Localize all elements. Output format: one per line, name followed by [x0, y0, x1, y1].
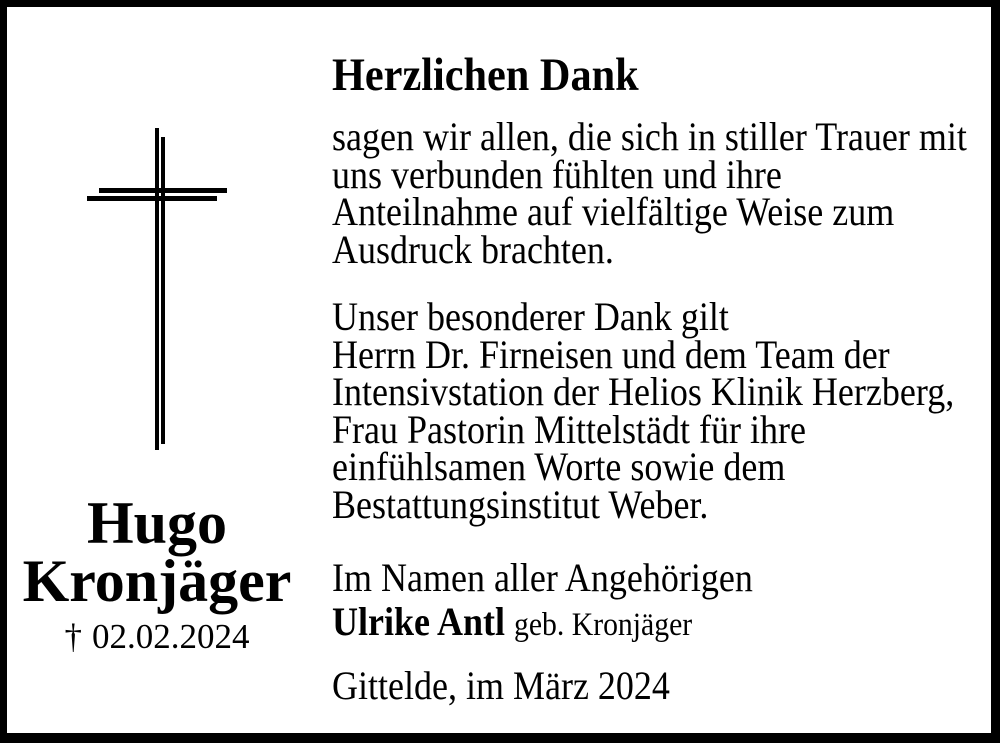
deceased-last-name: Kronjäger: [22, 548, 292, 614]
signature-suffix: geb. Kronjäger: [514, 607, 693, 643]
text-line: Anteilnahme auf vielfältige Weise zum: [332, 189, 895, 234]
text-line: Herrn Dr. Firneisen und dem Team der: [332, 331, 890, 377]
signature-name: Ulrike Antl: [332, 599, 506, 644]
death-date: [7, 619, 307, 654]
text-line: Bestattungsinstitut Weber.: [332, 481, 709, 527]
latin-cross-icon: [80, 120, 235, 455]
dagger-icon: †: [64, 617, 82, 656]
text-line: uns verbunden fühlten und ihre: [332, 151, 782, 197]
notice-body: [332, 7, 1000, 733]
notice-heading: Herzlichen Dank: [332, 49, 639, 101]
special-thanks-paragraph: [332, 294, 955, 527]
text-line: Intensivstation der Helios Klinik Herzberg,: [332, 369, 955, 414]
place-date-line: Gittelde, im März 2024: [332, 663, 670, 708]
deceased-first-name: Hugo: [86, 490, 228, 556]
closing-block: [332, 555, 753, 646]
thanks-paragraph: [332, 114, 967, 272]
text-line: sagen wir allen, die sich in stiller Trauer mit: [332, 114, 967, 159]
text-line: einfühlsamen Worte sowie dem: [332, 444, 786, 489]
text-line: Ausdruck brachten.: [332, 226, 614, 272]
text-line: Unser besonderer Dank gilt: [332, 294, 729, 339]
text-line: Frau Pastorin Mittelstädt für ihre: [332, 406, 806, 452]
death-date-value: 02.02.2024: [92, 617, 250, 656]
deceased-name: [7, 490, 307, 614]
signature-line: [332, 601, 753, 646]
closing-line: Im Namen aller Angehörigen: [332, 555, 753, 600]
